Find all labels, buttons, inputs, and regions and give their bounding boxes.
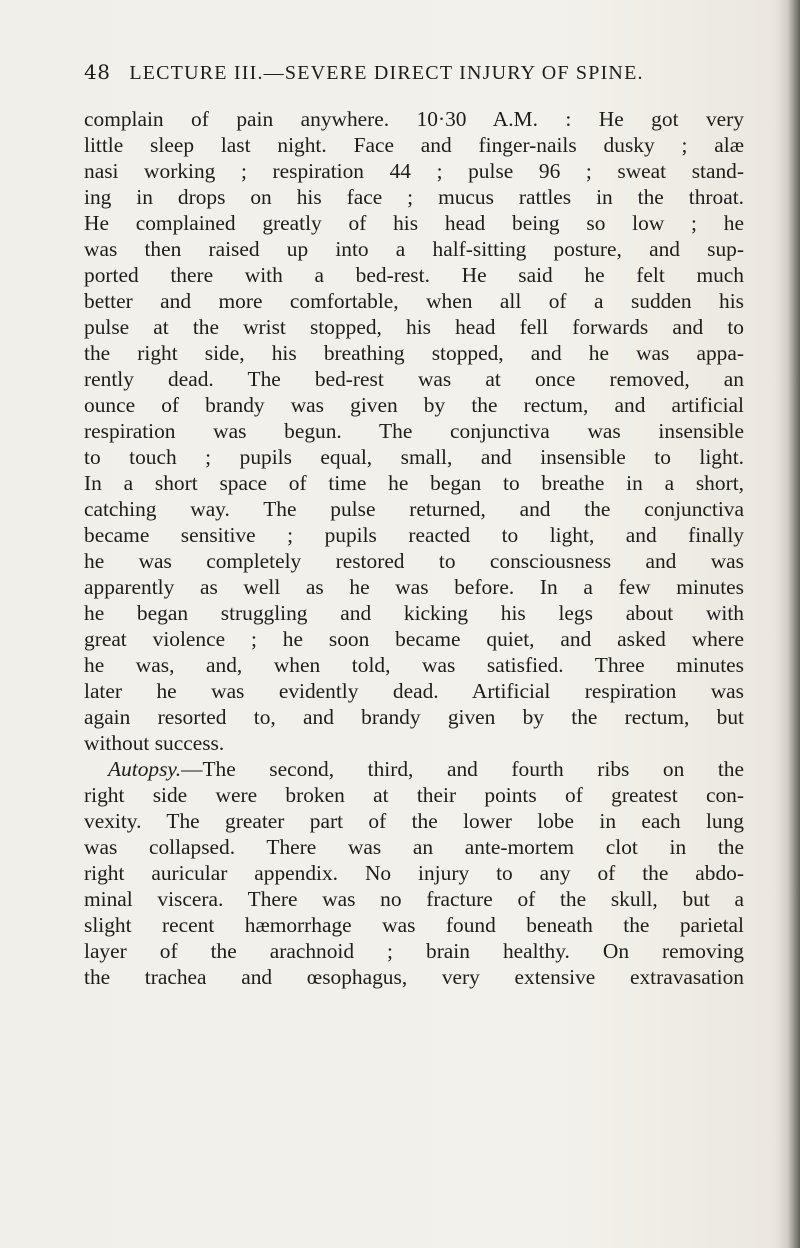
text-line: he was, and, when told, was satisfied. Three minutes [84, 653, 744, 677]
text-line: better and more comfortable, when all of a sudden his [84, 289, 744, 313]
text-line: great violence ; he soon became quiet, and asked where [84, 627, 744, 651]
text-line: pulse at the wrist stopped, his head fell forwards and to [84, 315, 744, 339]
text-line: again resorted to, and brandy given by the rectum, but [84, 705, 744, 729]
text-line: complain of pain anywhere. 10·30 A.M. : He got very [84, 107, 744, 131]
text-line: apparently as well as he was before. In a few minutes [84, 575, 744, 599]
text-line: nasi working ; respiration 44 ; pulse 96 ; sweat stand- [84, 159, 744, 183]
text-line: catching way. The pulse returned, and the conjunctiva [84, 497, 744, 521]
text-line: the trachea and œsophagus, very extensive extravasation [84, 965, 744, 989]
text-line: He complained greatly of his head being so low ; he [84, 211, 744, 235]
autopsy-heading: Autopsy. [108, 757, 182, 781]
text-line: layer of the arachnoid ; brain healthy. On removing [84, 939, 744, 963]
running-header [84, 58, 744, 86]
text-line: he was completely restored to consciousness and was [84, 549, 744, 573]
text-line: ing in drops on his face ; mucus rattles in the throat. [84, 185, 744, 209]
text-line: rently dead. The bed-rest was at once removed, an [84, 367, 744, 391]
text-line: right auricular appendix. No injury to any of the abdo- [84, 861, 744, 885]
text-line: later he was evidently dead. Artificial respiration was [84, 679, 744, 703]
text-line: minal viscera. There was no fracture of the skull, but a [84, 887, 744, 911]
text-line: little sleep last night. Face and finger-nails dusky ; alæ [84, 133, 744, 157]
text-line: was then raised up into a half-sitting posture, and sup- [84, 237, 744, 261]
text-line: to touch ; pupils equal, small, and insensible to light. [84, 445, 744, 469]
text-line: was collapsed. There was an ante-mortem clot in the [84, 835, 744, 859]
autopsy-first-line-text: —The second, third, and fourth ribs on the [181, 757, 744, 781]
text-line: respiration was begun. The conjunctiva was insensible [84, 419, 744, 443]
text-line: he began struggling and kicking his legs about with [84, 601, 744, 625]
body-text [84, 106, 744, 990]
text-line: In a short space of time he began to breathe in a short, [84, 471, 744, 495]
text-line: the right side, his breathing stopped, and he was appa- [84, 341, 744, 365]
autopsy-first-line [84, 756, 744, 782]
page-number: 48 [84, 60, 111, 84]
page-edge-shadow [778, 0, 800, 1248]
text-line: vexity. The greater part of the lower lobe in each lung [84, 809, 744, 833]
running-title: LECTURE III.—SEVERE DIRECT INJURY OF SPINE. [129, 62, 644, 84]
text-line: became sensitive ; pupils reacted to light, and finally [84, 523, 744, 547]
text-line: right side were broken at their points of greatest con- [84, 783, 744, 807]
text-line: without success. [84, 731, 225, 755]
text-line: slight recent hæmorrhage was found beneath the parietal [84, 913, 744, 937]
text-line: ported there with a bed-rest. He said he felt much [84, 263, 744, 287]
text-line: ounce of brandy was given by the rectum, and artificial [84, 393, 744, 417]
